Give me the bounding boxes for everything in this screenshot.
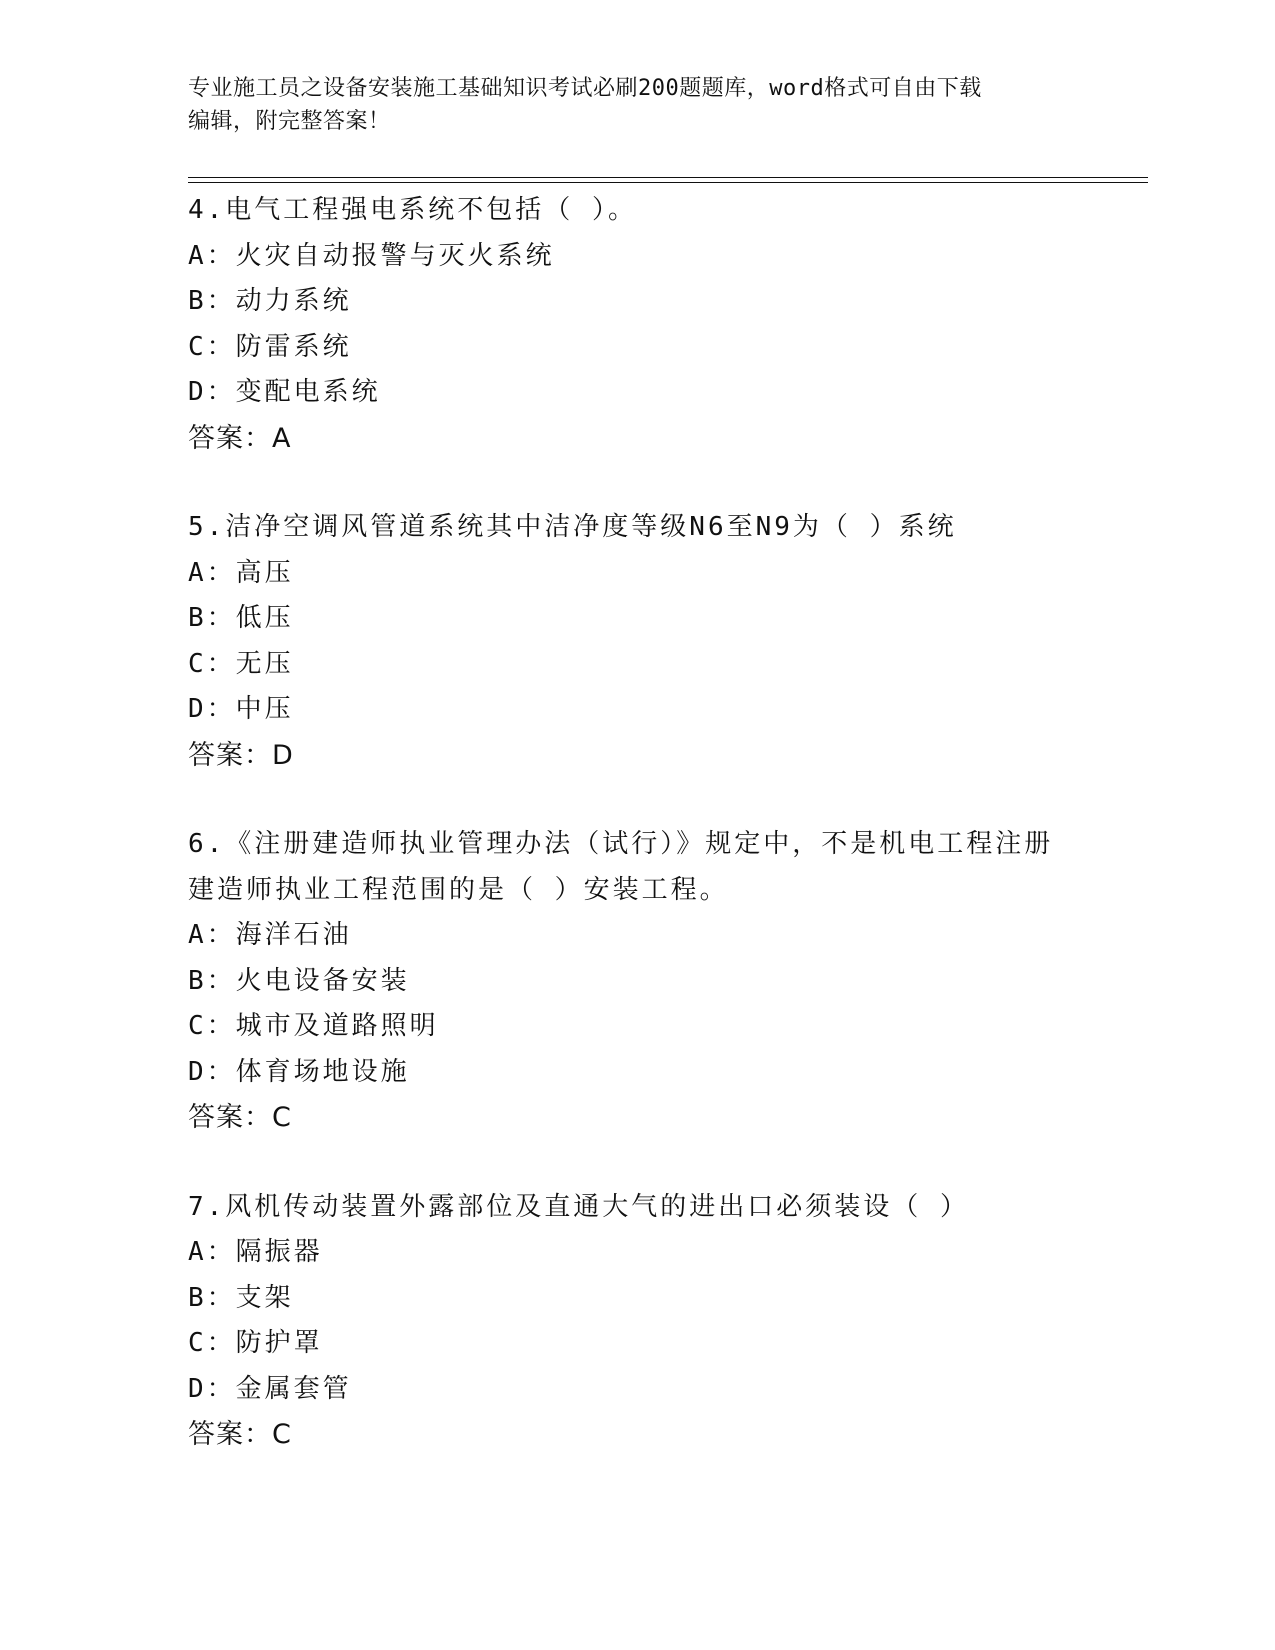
option-c: C：无压 <box>188 648 294 679</box>
question-title-line: 7.风机传动装置外露部位及直通大气的进出口必须装设（ ） <box>188 1191 969 1222</box>
option-d: D：金属套管 <box>188 1373 352 1404</box>
question-title-line: 6.《注册建造师执业管理办法（试行）》规定中，不是机电工程注册 <box>188 829 1054 859</box>
question-title <box>188 822 1088 913</box>
header-line-2: 编辑，附完整答案！ <box>188 109 391 134</box>
answer-line: 答案：A <box>188 422 292 454</box>
answer-line: 答案：C <box>188 1102 292 1133</box>
question-title-line: 5.洁净空调风管道系统其中洁净度等级N6至N9为（ ）系统 <box>188 512 957 542</box>
header-rule-top <box>188 177 1148 178</box>
question-5 <box>188 505 1088 778</box>
option-a: A：海洋石油 <box>188 920 352 950</box>
question-list <box>188 188 1088 1502</box>
question-title <box>188 188 1088 234</box>
option-c: C：防护罩 <box>188 1328 323 1358</box>
question-title <box>188 1185 1088 1231</box>
option-a: A：高压 <box>188 557 294 588</box>
header-line-1: 专业施工员之设备安装施工基础知识考试必刷200题题库，word格式可自由下载 <box>188 76 982 101</box>
document-header <box>188 72 1068 138</box>
answer-line: 答案：C <box>188 1419 292 1450</box>
answer-line: 答案：D <box>188 739 294 771</box>
option-c: C：城市及道路照明 <box>188 1011 439 1041</box>
question-7 <box>188 1185 1088 1458</box>
header-rule-bottom <box>188 182 1148 183</box>
option-d: D：中压 <box>188 694 294 724</box>
question-4 <box>188 188 1088 461</box>
option-b: B：火电设备安装 <box>188 965 410 996</box>
option-d: D：体育场地设施 <box>188 1056 410 1087</box>
option-a: A：火灾自动报警与灭火系统 <box>188 240 555 271</box>
option-d: D：变配电系统 <box>188 377 381 407</box>
option-b: B：动力系统 <box>188 286 352 316</box>
question-title <box>188 505 1088 551</box>
option-a: A：隔振器 <box>188 1237 323 1267</box>
question-title-line: 建造师执业工程范围的是（ ）安装工程。 <box>188 874 729 905</box>
option-b: B：低压 <box>188 603 294 633</box>
question-6 <box>188 822 1088 1141</box>
option-c: C：防雷系统 <box>188 331 352 362</box>
question-title-line: 4.电气工程强电系统不包括（ ）。 <box>188 195 637 225</box>
option-b: B：支架 <box>188 1282 294 1313</box>
